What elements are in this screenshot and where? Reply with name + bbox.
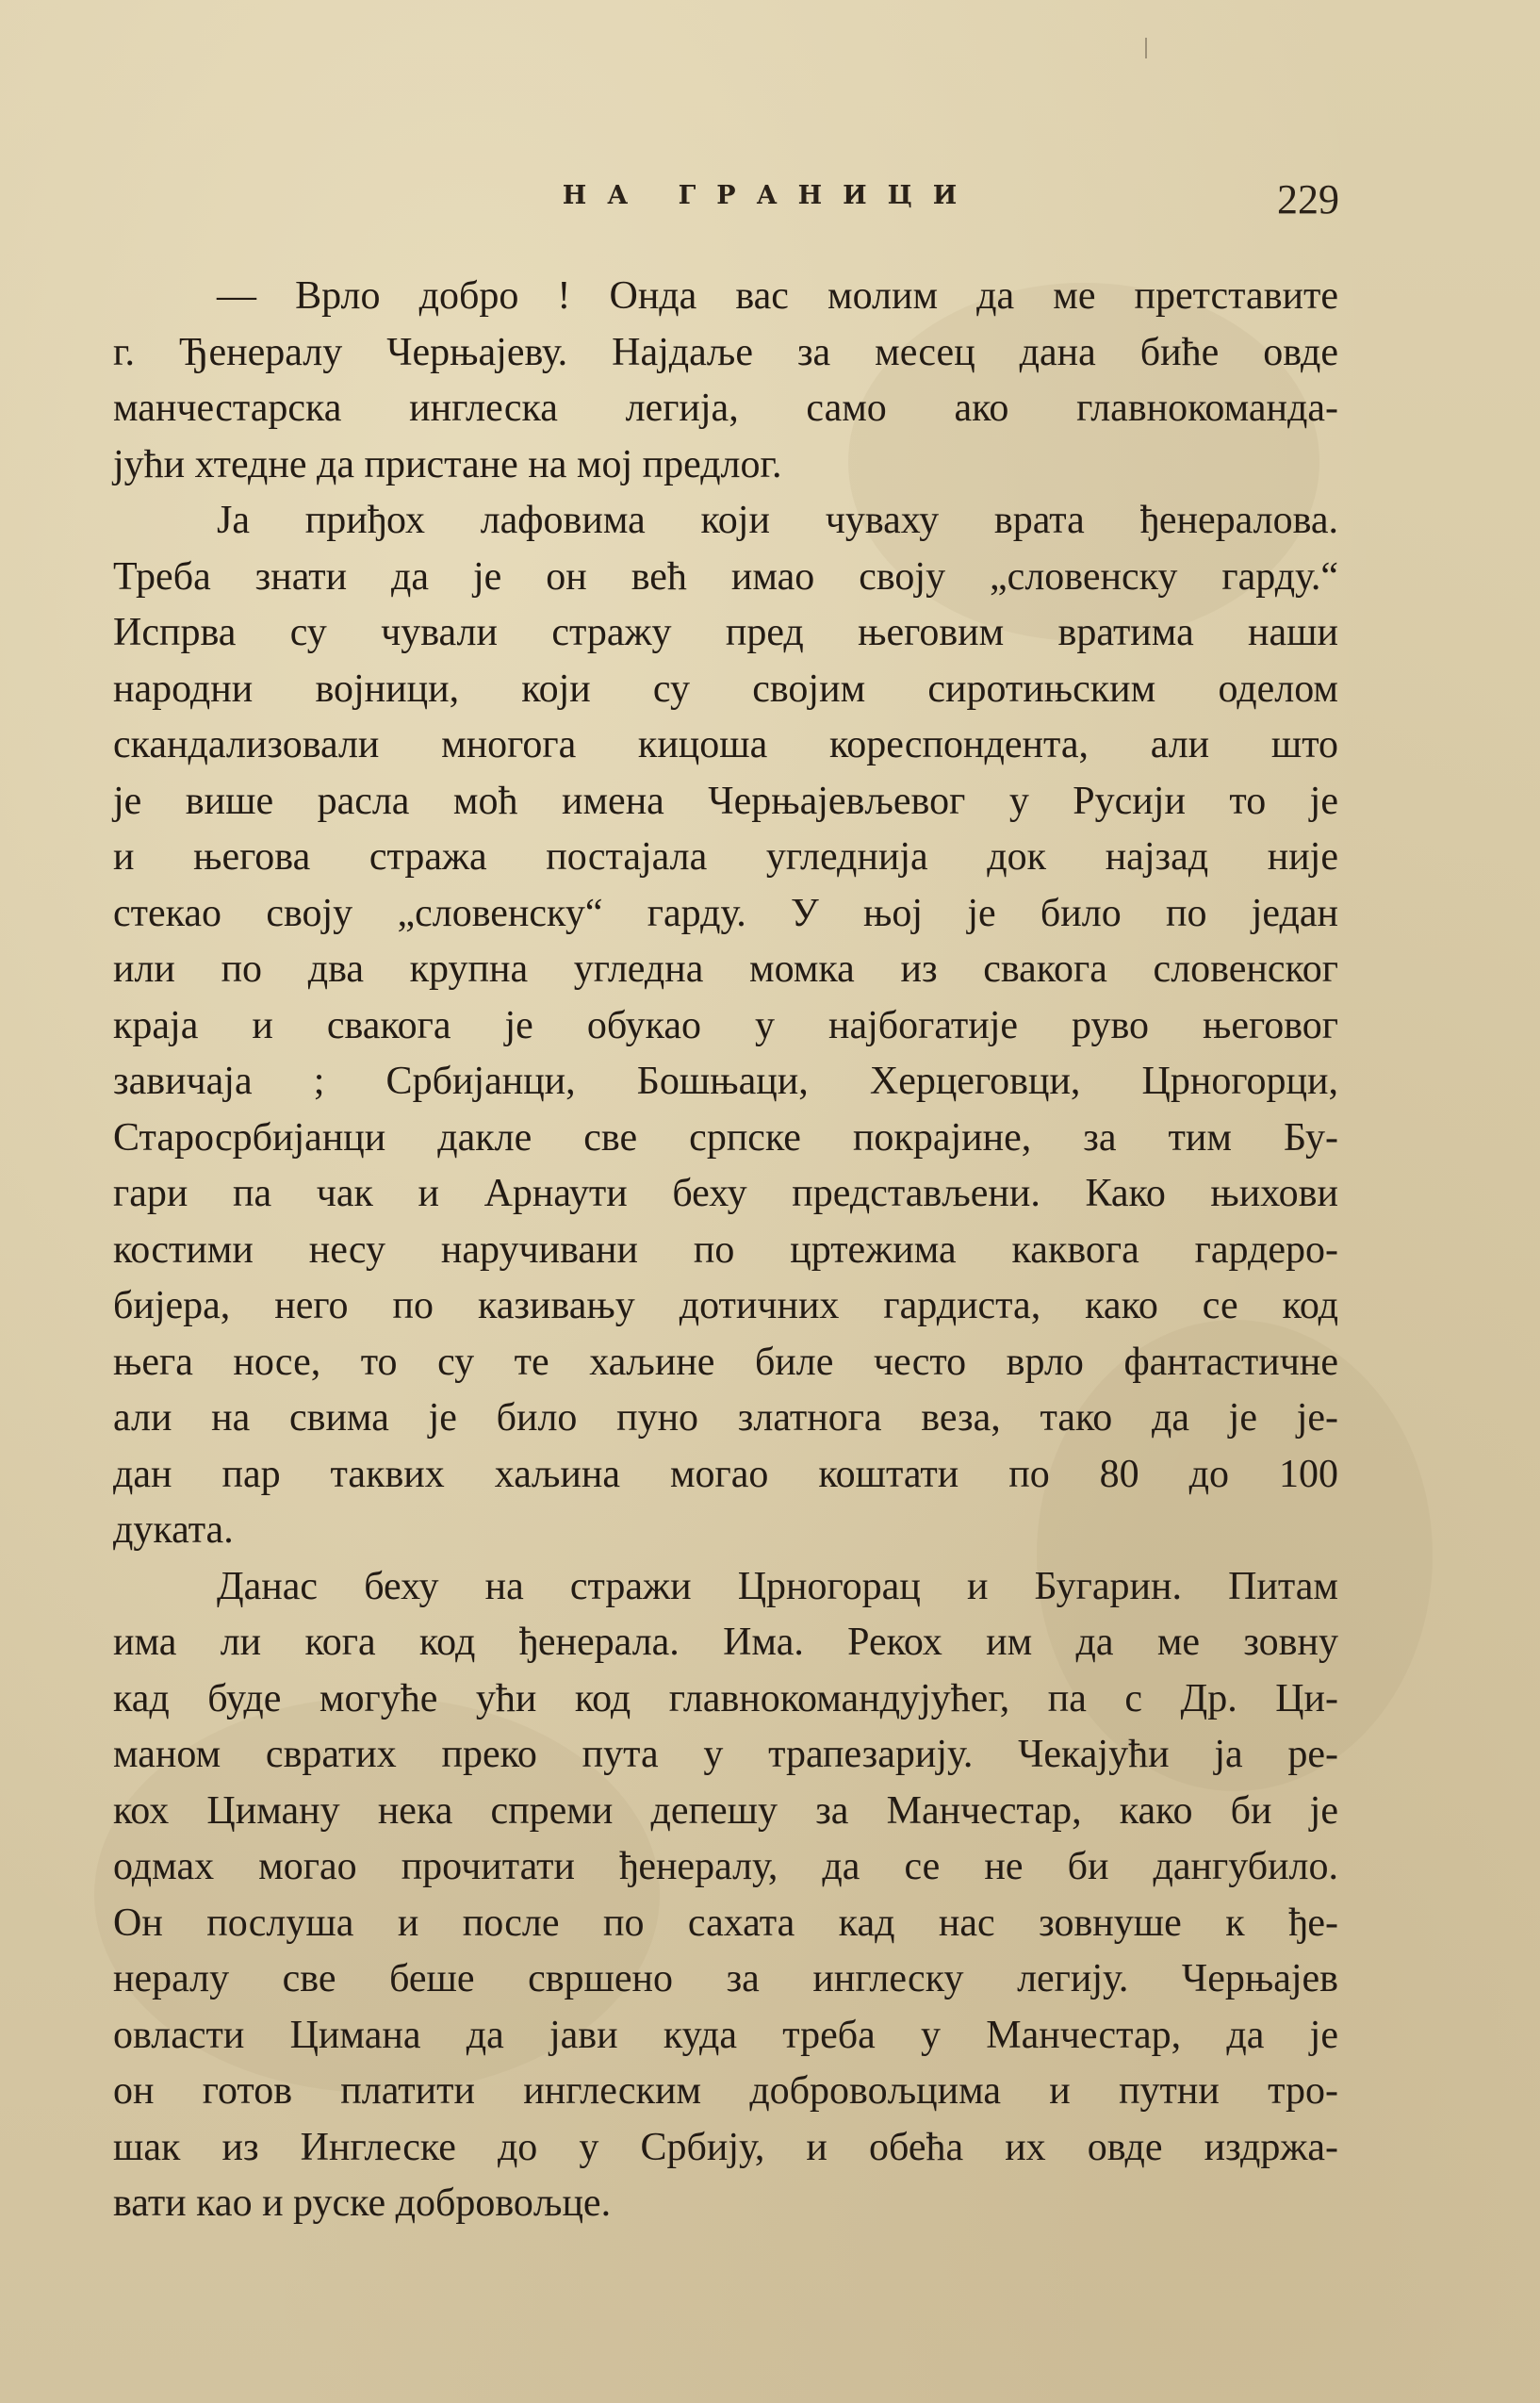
- text-line: он готов платити инглеским добровољцима и путни тро-: [113, 2069, 1338, 2113]
- text-line: одмах могао прочитати ђенералу, да се не би дангубило.: [113, 1845, 1338, 1888]
- body-text: [113, 269, 1338, 2232]
- text-line: јући хтедне да пристане на мој предлог.: [113, 442, 782, 486]
- text-line: краја и свакога је обукао у најбогатије руво његовог: [113, 1003, 1338, 1047]
- text-line: завичаја ; Србијанци, Бошњаци, Херцеговци, Црногорци,: [113, 1060, 1338, 1103]
- text-line: — Врло добро ! Онда вас молим да ме претставите: [217, 274, 1338, 318]
- text-line: скандализовали многога кицоша кореспондента, али што: [113, 723, 1338, 766]
- text-line: бијера, него по казивању дотичних гардиста, како се код: [113, 1284, 1338, 1327]
- text-line: има ли кога код ђенерала. Има. Рекох им да ме зовну: [113, 1621, 1338, 1664]
- text-line: маном свратих преко пута у трапезарију. Чекајући ја ре-: [113, 1733, 1338, 1776]
- text-line: али на свима је било пуно златнога веза, тако да је је-: [113, 1396, 1338, 1440]
- text-line: Он послуша и после по сахата кад нас зовнуше к ђе-: [113, 1901, 1338, 1945]
- text-line: манчестарска инглеска легија, само ако главнокоманда-: [113, 387, 1338, 430]
- page-number: 229: [1277, 176, 1339, 222]
- text-line: костими несу наручивани по цртежима каквога гардеро-: [113, 1227, 1338, 1272]
- paragraph: [113, 493, 1338, 1559]
- text-line: дан пар таквих хаљина могао коштати по 80 до 100: [113, 1452, 1338, 1496]
- text-line: Испрва су чували стражу пред његовим вратима наши: [113, 611, 1338, 654]
- running-header: НА ГРАНИЦИ: [562, 181, 978, 210]
- paragraph: [113, 1559, 1338, 2232]
- text-line: вати као и руске добровољце.: [113, 2181, 612, 2225]
- text-line: Ја приђох лафовима који чуваху врата ђенералова.: [217, 499, 1338, 542]
- text-line: њега носе, то су те хаљине биле често врло фантастичне: [113, 1340, 1338, 1384]
- text-line: народни војници, који су својим сиротињским оделом: [113, 667, 1338, 711]
- text-line: Старосрбијанци дакле све српске покрајине, за тим Бу-: [113, 1115, 1338, 1160]
- text-line: нералу све беше свршено за инглеску легију. Черњајев: [113, 1957, 1338, 2000]
- text-line: је више расла моћ имена Черњајевљевог у Русији то је: [113, 779, 1338, 823]
- text-line: г. Ђенералу Черњајеву. Најдаље за месец дана биће овде: [113, 330, 1338, 374]
- text-line: или по два крупна угледна момка из свакога словенског: [113, 947, 1338, 991]
- text-line: и његова стража постајала угледнија док најзад није: [113, 835, 1338, 879]
- text-line: овласти Цимана да јави куда треба у Манчестар, да је: [113, 2013, 1338, 2057]
- text-line: кад буде могуће ући код главнокомандујућег, па с Др. Ци-: [113, 1676, 1338, 1720]
- text-line: стекао своју „словенску“ гарду. У њој је било по један: [113, 891, 1338, 935]
- text-line: Данас беху на стражи Црногорац и Бугарин. Питам: [217, 1564, 1338, 1608]
- paragraph: [113, 269, 1338, 493]
- text-line: Треба знати да је он већ имао своју „словенску гарду.“: [113, 554, 1338, 599]
- printing-mark: [1145, 38, 1147, 58]
- text-line: гари па чак и Арнаути беху представљени. Како њихови: [113, 1172, 1338, 1215]
- text-line: кох Циману нека спреми депешу за Манчестар, како би је: [113, 1788, 1338, 1833]
- text-line: дуката.: [113, 1508, 234, 1552]
- text-line: шак из Инглеске до у Србију, и обећа их овде издржа-: [113, 2125, 1338, 2169]
